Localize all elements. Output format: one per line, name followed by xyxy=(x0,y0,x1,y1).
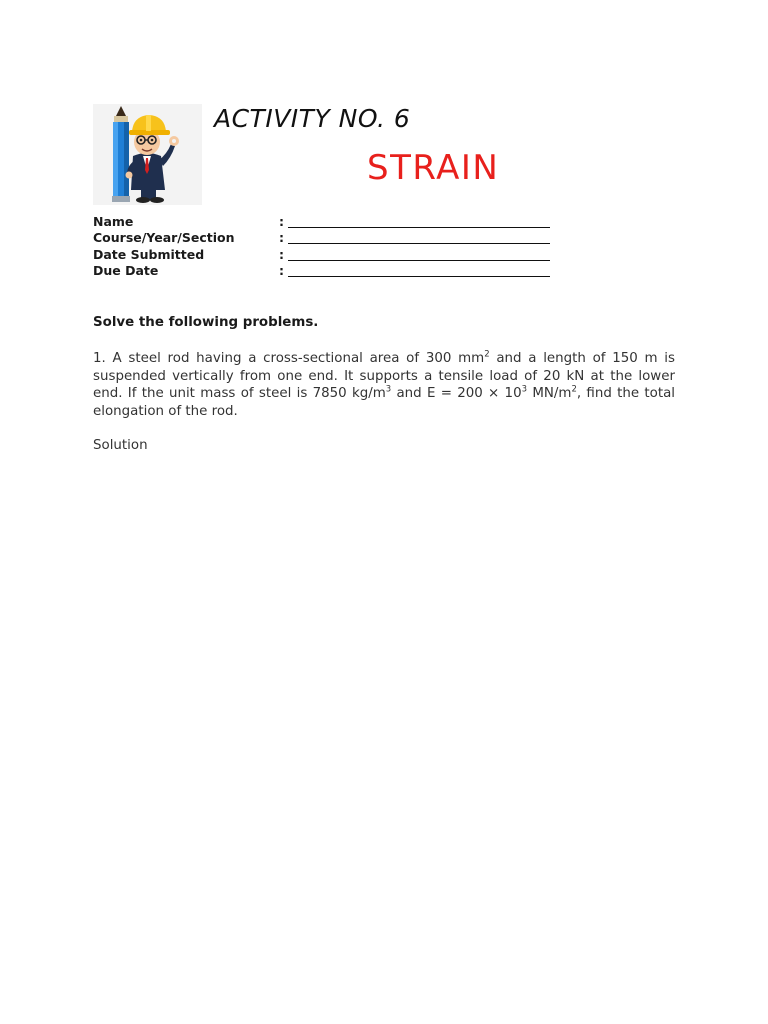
course-blank-line[interactable] xyxy=(288,230,550,244)
field-label: Date Submitted xyxy=(93,246,205,262)
field-colon: : xyxy=(279,214,284,229)
engineer-pencil-mascot-icon xyxy=(93,104,202,205)
student-info-fields xyxy=(93,214,563,279)
due-date-field-row xyxy=(93,263,563,279)
date-submitted-field-row xyxy=(93,247,563,263)
solution-label: Solution xyxy=(93,438,148,453)
field-label: Due Date xyxy=(93,262,159,278)
field-colon: : xyxy=(279,246,284,262)
problem-1 xyxy=(93,350,675,420)
course-field-row xyxy=(93,230,563,246)
name-blank-line[interactable] xyxy=(288,214,550,228)
field-colon: : xyxy=(279,262,284,278)
topic-title: STRAIN xyxy=(367,148,500,188)
superscript: 3 xyxy=(385,384,392,395)
problem-text: and E = 200 × 10 xyxy=(391,386,522,402)
name-field-row xyxy=(93,214,563,230)
problem-text: MN/m xyxy=(527,386,572,402)
problem-text: , find the total elongation of the rod. xyxy=(93,386,676,419)
superscript: 2 xyxy=(484,349,490,360)
field-label: Course/Year/Section xyxy=(93,230,235,246)
instructions-heading: Solve the following problems. xyxy=(93,315,319,330)
superscript: 2 xyxy=(571,384,577,395)
superscript: 3 xyxy=(521,384,528,395)
field-colon: : xyxy=(279,230,284,246)
due-date-blank-line[interactable] xyxy=(288,263,550,277)
activity-title: ACTIVITY NO. 6 xyxy=(214,104,411,133)
problem-number: 1. xyxy=(93,351,106,366)
problem-text: A steel rod having a cross-sectional area of 300 mm xyxy=(105,351,485,366)
problem-text: and a length of 150 m is suspended vertically from one end. It supports a tensile load of 20 kN at the lower end. If the unit mass of steel is 7850 kg/m xyxy=(93,351,676,402)
field-label: Name xyxy=(93,214,134,229)
date-submitted-blank-line[interactable] xyxy=(288,247,550,261)
